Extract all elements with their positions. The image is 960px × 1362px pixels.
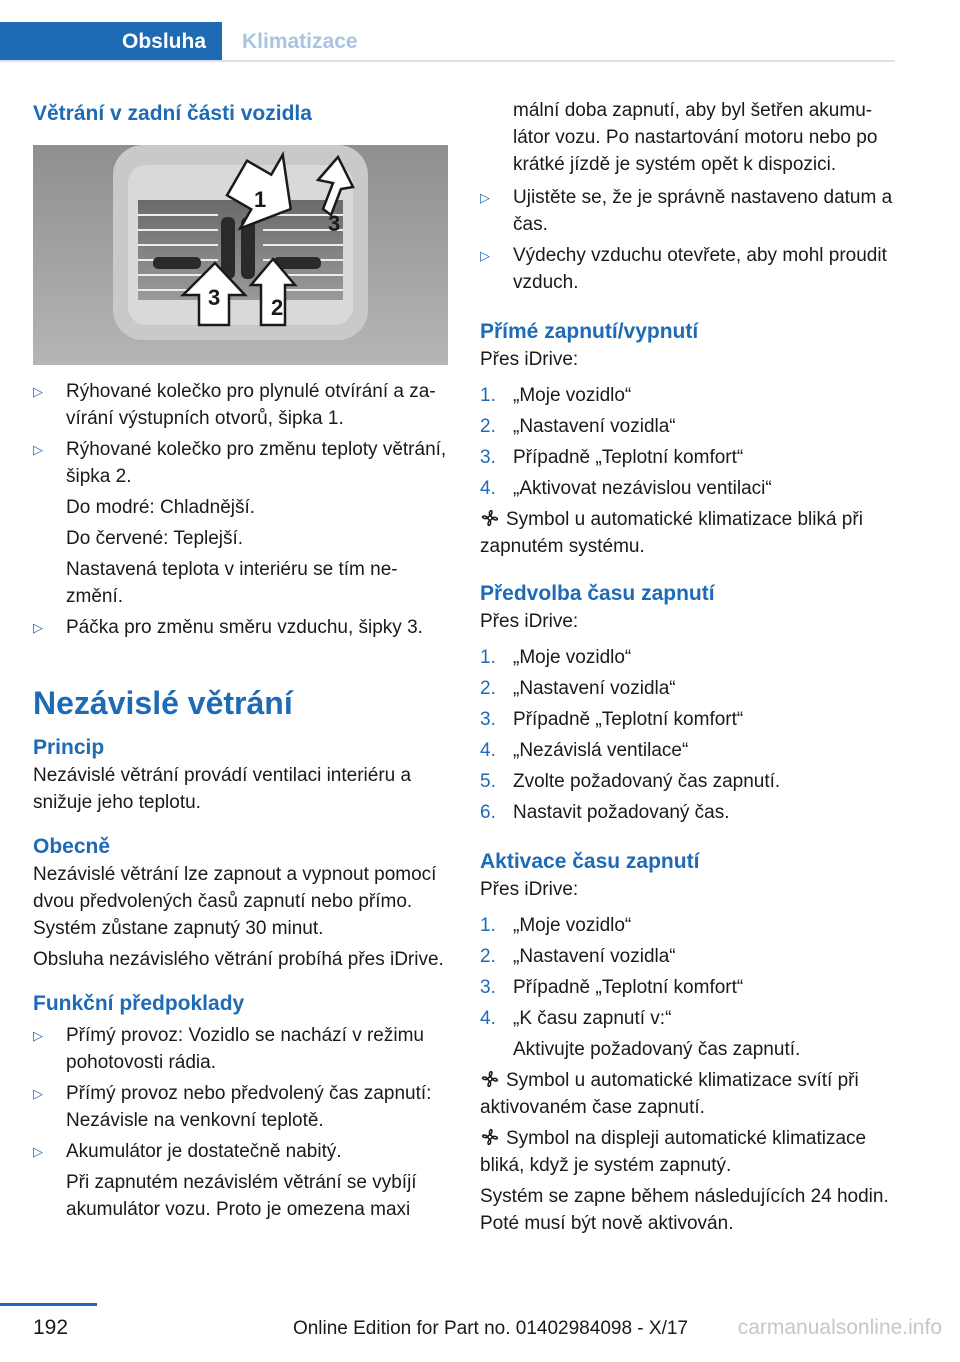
triangle-right-icon: ▷ — [33, 1086, 43, 1101]
list-item: 1. „Moje vozidlo“ — [480, 385, 632, 406]
section-title-aktivace: Aktivace času zapnutí — [480, 850, 700, 873]
list-item: 4. „Nezávislá ventilace“ — [480, 740, 689, 761]
fan-icon — [480, 508, 500, 528]
paragraph: Přes iDrive: — [480, 879, 579, 900]
paragraph: Symbol u automatické klimatizace svítí při aktivovaném čase zapnutí. — [480, 1070, 859, 1118]
triangle-right-icon: ▷ — [480, 248, 490, 263]
sub-text: Nastavená teplota v interiéru se tím nezmění. — [66, 559, 398, 607]
paragraph: Přes iDrive: — [480, 349, 579, 370]
list-item: 4. „Aktivovat nezávislou ventilaci“ — [480, 478, 772, 499]
figure-label-3-right: 3 — [328, 211, 341, 236]
section-title-predvolba: Předvolba času zapnutí — [480, 582, 715, 605]
tab-obsluha[interactable]: Obsluha — [0, 22, 222, 62]
vent-bullet-list — [33, 378, 448, 490]
prerequisite-list — [33, 1022, 448, 1165]
triangle-right-icon: ▷ — [33, 1028, 43, 1043]
list-item: ▷ Akumulátor je dostatečně nabitý. — [33, 1138, 448, 1165]
section-title-princip: Princip — [33, 736, 105, 759]
chapter-title: Nezávislé větrání — [33, 685, 293, 721]
page-number-rule — [0, 1303, 97, 1306]
list-item: ▷ Páčka pro změnu směru vzduchu, šipky 3. — [33, 614, 448, 641]
edition-footer: Online Edition for Part no. 01402984098 - X/17 — [292, 1318, 688, 1339]
prime-steps — [480, 382, 898, 502]
tab-klimatizace[interactable]: Klimatizace — [242, 30, 358, 53]
list-item: 3. Případně „Teplotní komfort“ — [480, 977, 744, 998]
figure-label-2: 2 — [271, 295, 284, 320]
paragraph: Přes iDrive: — [480, 611, 579, 632]
fan-icon — [480, 1127, 500, 1147]
list-item: ▷ Rýhované kolečko pro plynulé otvírání a zavírání výstupních otvorů, šipka 1. — [33, 378, 448, 432]
header-divider — [0, 60, 895, 62]
triangle-right-icon: ▷ — [33, 384, 43, 399]
list-item: 4. „K času zapnutí v:“ — [480, 1008, 672, 1029]
sub-text: Aktivujte požadovaný čas zapnutí. — [513, 1039, 801, 1060]
list-item: 1. „Moje vozidlo“ — [480, 647, 632, 668]
list-item: 1. „Moje vozidlo“ — [480, 915, 632, 936]
figure-label-3-left: 3 — [208, 285, 221, 310]
triangle-right-icon: ▷ — [33, 1144, 43, 1159]
section-title-obecne: Obecně — [33, 835, 111, 858]
list-item: ▷ Výdechy vzduchu otevřete, aby mohl proudit vzduch. — [480, 242, 898, 296]
sub-text: Do červené: Teplejší. — [66, 528, 244, 549]
left-column — [33, 100, 453, 128]
predvolba-steps — [480, 644, 898, 826]
aktivace-steps — [480, 912, 898, 1032]
right-column — [480, 97, 898, 1237]
section-title-rear-ventilation: Větrání v zadní části vozidla — [33, 102, 312, 125]
figure-label-1: 1 — [254, 187, 267, 212]
triangle-right-icon: ▷ — [33, 620, 43, 635]
list-item: 2. „Nastavení vozidla“ — [480, 946, 676, 967]
list-item: ▷ Přímý provoz: Vozidlo se nachází v režimu pohotovosti rádia. — [33, 1022, 448, 1076]
paragraph: Nezávislé větrání provádí ventilaci interiéru a snižuje jeho teplotu. — [33, 765, 412, 813]
list-item: 5. Zvolte požadovaný čas zapnutí. — [480, 771, 781, 792]
header-tabs — [0, 0, 895, 62]
list-item: 6. Nastavit požadovaný čas. — [480, 802, 730, 823]
rear-vent-photo — [33, 145, 448, 365]
list-item: 3. Případně „Teplotní komfort“ — [480, 709, 744, 730]
paragraph: Symbol na displeji automatické klimatizace bliká, když je systém zapnutý. — [480, 1128, 867, 1176]
fan-icon — [480, 1069, 500, 1089]
list-item: 2. „Nastavení vozidla“ — [480, 416, 676, 437]
list-item: 2. „Nastavení vozidla“ — [480, 678, 676, 699]
paragraph: Obsluha nezávislého větrání probíhá přes iDrive. — [33, 949, 444, 970]
left-column-body — [33, 378, 448, 1223]
right-bullet-list — [480, 184, 898, 296]
list-item: ▷ Rýhované kolečko pro změnu teploty větrání, šipka 2. — [33, 436, 448, 490]
list-item: 3. Případně „Teplotní komfort“ — [480, 447, 744, 468]
list-item: ▷ Přímý provoz nebo předvolený čas zapnutí: Nezávisle na venkovní teplotě. — [33, 1080, 448, 1134]
thumbwheel-1 — [221, 217, 235, 279]
paragraph: Systém se zapne během následujících 24 hodin. Poté musí být nově aktivován. — [480, 1186, 889, 1234]
sub-text: mální doba zapnutí, aby byl šetřen akumulátor vozu. Po nastartování motoru nebo po krátké jízdě je systém opět k dispozici. — [513, 100, 878, 175]
vent-bullet-list-2 — [33, 614, 448, 641]
page-number: 192 — [33, 1316, 69, 1339]
section-title-funkcni: Funkční předpoklady — [33, 992, 245, 1015]
paragraph: Nezávislé větrání lze zapnout a vypnout pomocí dvou předvolených časů zapnutí nebo přímo. Systém zůstane zapnutý 30 minut. — [33, 864, 437, 939]
sub-text: Při zapnutém nezávislém větrání se vybíjí akumulátor vozu. Proto je omezena maxi — [66, 1172, 417, 1220]
triangle-right-icon: ▷ — [33, 442, 43, 457]
watermark: carmanualsonline.info — [737, 1316, 942, 1339]
list-item: ▷ Ujistěte se, že je správně nastaveno datum a čas. — [480, 184, 898, 238]
triangle-right-icon: ▷ — [480, 190, 490, 205]
sub-text: Do modré: Chladnější. — [66, 497, 256, 518]
lever-left — [153, 257, 201, 269]
section-title-prime: Přímé zapnutí/vypnutí — [480, 320, 699, 343]
paragraph: Symbol u automatické klimatizace bliká při zapnutém systému. — [480, 509, 863, 557]
